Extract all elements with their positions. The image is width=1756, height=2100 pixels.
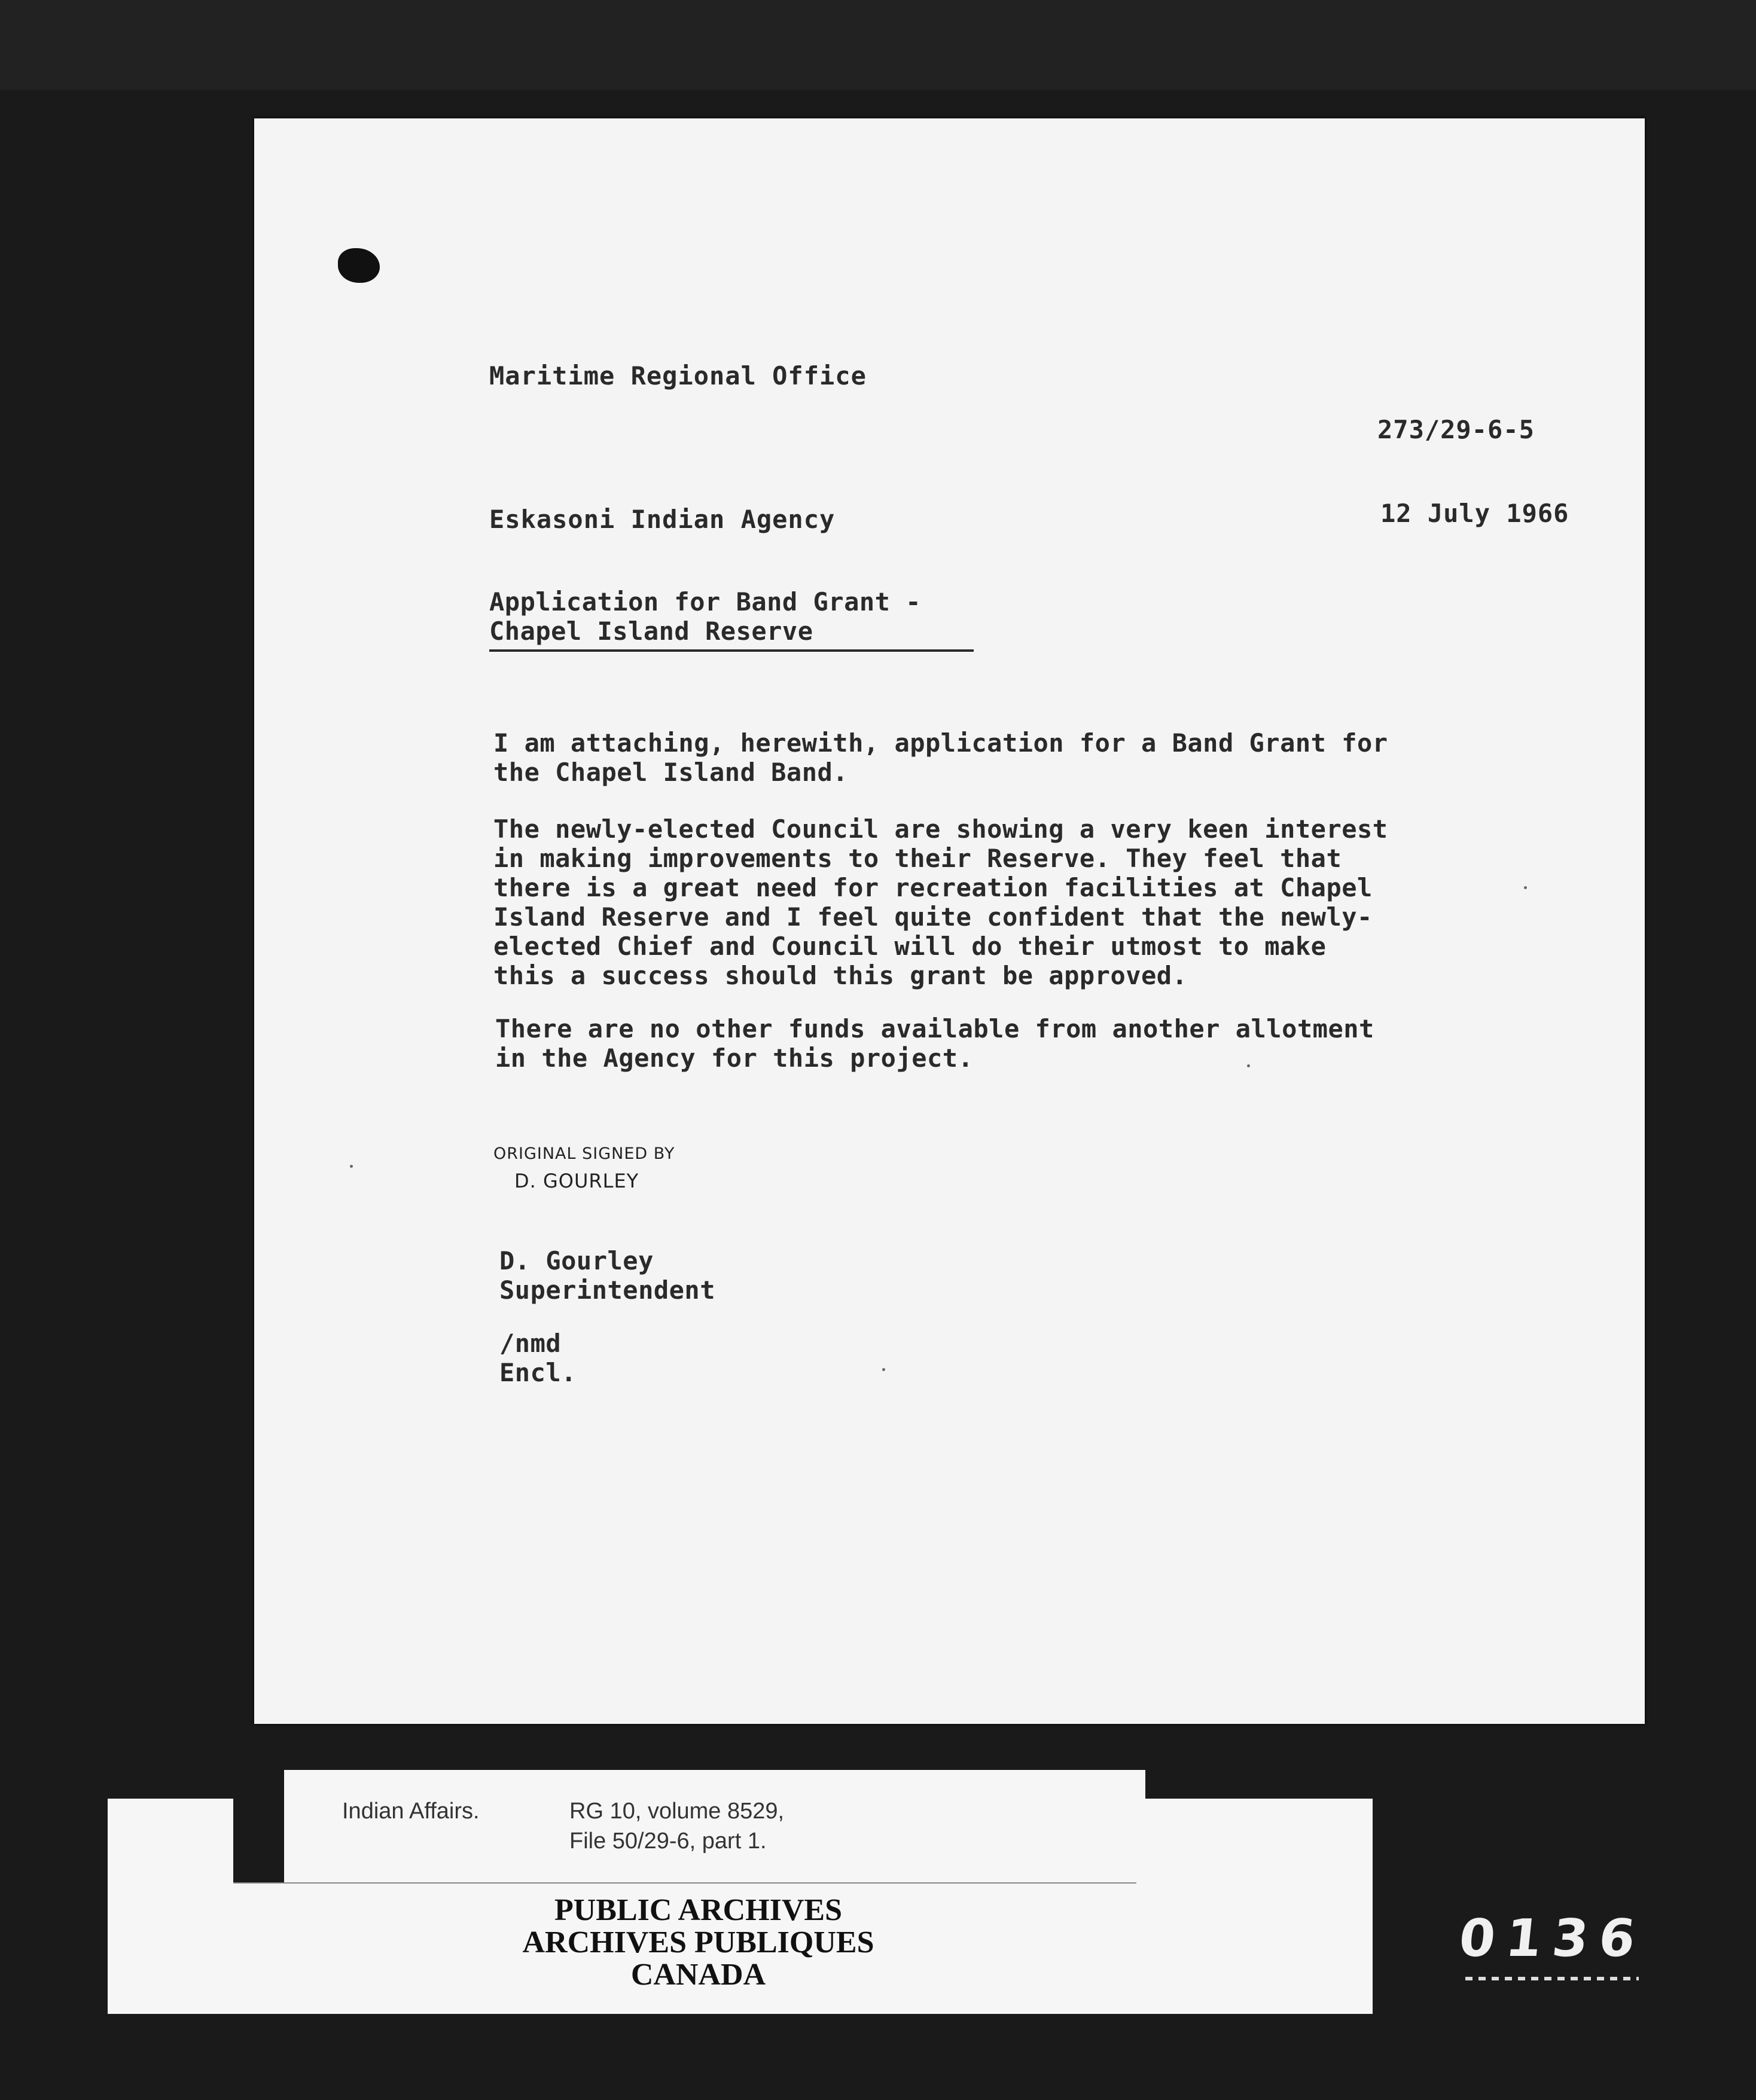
subject-line-2: Chapel Island Reserve (489, 616, 974, 652)
subject-block (489, 587, 974, 652)
paragraph-line: the Chapel Island Band. (493, 758, 849, 787)
film-frame-border (0, 0, 1756, 90)
speck (1524, 886, 1527, 889)
typist-initials: /nmd (499, 1329, 562, 1358)
archives-line-3: CANADA (630, 1958, 766, 1992)
paragraph-line: The newly-elected Council are showing a very keen interest (493, 814, 1388, 844)
paragraph-line: elected Chief and Council will do their utmost to make (493, 932, 1327, 961)
paragraph-line: There are no other funds available from another allotment (495, 1014, 1374, 1043)
label-divider (233, 1882, 1136, 1884)
frame-number-marks (1465, 1977, 1639, 1980)
paragraph-line: Island Reserve and I feel quite confident that the newly- (493, 902, 1373, 932)
signature-stamp-line-2: D. GOURLEY (514, 1170, 639, 1192)
archives-title (287, 1894, 1109, 1991)
from-office: Maritime Regional Office (489, 361, 867, 390)
file-reference: 273/29-6-5 (1377, 415, 1535, 444)
paragraph-3 (495, 1014, 1374, 1073)
archive-ref-line-1: RG 10, volume 8529, (569, 1799, 785, 1824)
label-cutout (233, 1799, 284, 1882)
paragraph-1 (493, 728, 1388, 787)
paragraph-line: in the Agency for this project. (495, 1043, 974, 1073)
paragraph-line: in making improvements to their Reserve. They feel that (493, 844, 1342, 873)
frame-number: 0136 (1456, 1909, 1649, 1968)
paragraph-line: this a success should this grant be approved. (493, 961, 1188, 990)
paragraph-line: I am attaching, herewith, application for a Band Grant for (493, 728, 1388, 758)
to-agency: Eskasoni Indian Agency (489, 505, 836, 534)
letter-date: 12 July 1966 (1380, 499, 1569, 528)
closing-notes (499, 1329, 577, 1387)
label-cutout (1145, 1770, 1265, 1799)
archive-ref-line-2: File 50/29-6, part 1. (569, 1829, 767, 1854)
speck (1247, 1064, 1250, 1067)
paragraph-line: there is a great need for recreation facilities at Chapel (493, 873, 1373, 902)
subject-line-1: Application for Band Grant - (489, 587, 922, 616)
paragraph-2 (493, 814, 1388, 990)
signatory-title: Superintendent (499, 1275, 716, 1305)
archives-line-1: PUBLIC ARCHIVES (554, 1893, 843, 1927)
speck (882, 1368, 885, 1371)
enclosure-note: Encl. (499, 1358, 577, 1387)
speck (350, 1165, 353, 1168)
archives-line-2: ARCHIVES PUBLIQUES (522, 1925, 874, 1959)
signature-stamp-line-1: ORIGINAL SIGNED BY (493, 1144, 675, 1163)
archive-collection: Indian Affairs. (342, 1799, 480, 1824)
signature-block (499, 1246, 715, 1305)
signatory-name: D. Gourley (499, 1246, 654, 1275)
